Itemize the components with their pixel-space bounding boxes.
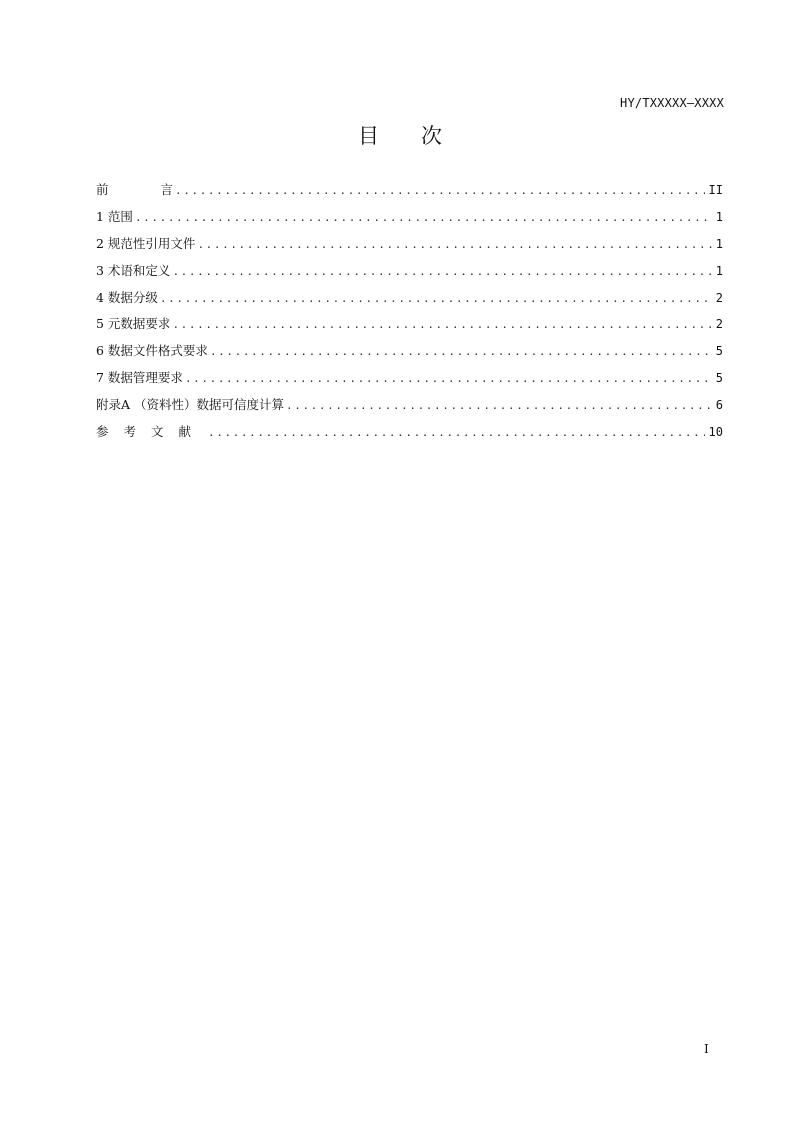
toc-entry-scope[interactable] [96, 207, 723, 234]
toc-page-number: 10 [708, 425, 723, 440]
toc-entry-label [96, 180, 173, 200]
toc-entry-normative-references[interactable] [96, 234, 723, 261]
toc-page-number: 1 [715, 263, 723, 278]
document-code: HY/TXXXXX—XXXX [620, 96, 724, 110]
toc-page-number: 2 [715, 290, 723, 305]
toc-entry-label: 5 元数据要求 [96, 316, 171, 332]
table-of-contents [96, 180, 723, 449]
dot-leader [175, 181, 705, 201]
dot-leader [185, 369, 712, 389]
toc-page-number: 5 [715, 344, 723, 359]
page-title [0, 122, 800, 150]
toc-page-number: II [708, 183, 723, 197]
toc-entry-label: 6 数据文件格式要求 [96, 343, 208, 359]
toc-page-number: 1 [715, 236, 723, 251]
page-title-char-1: 目 [358, 124, 379, 148]
dot-leader [208, 423, 705, 443]
toc-label-part-2: 言 [160, 182, 174, 197]
toc-page-number: 1 [715, 209, 723, 224]
toc-entry-label: 参考文献 [96, 424, 207, 440]
dot-leader [286, 396, 712, 416]
toc-label-part-1: 前 [96, 182, 109, 197]
toc-entry-label: 7 数据管理要求 [96, 370, 183, 386]
toc-entry-data-management-requirements[interactable] [96, 368, 723, 395]
page-number: I [704, 1042, 709, 1056]
toc-page-number: 2 [715, 317, 723, 332]
dot-leader [210, 342, 712, 362]
page-title-char-2: 次 [421, 124, 442, 148]
toc-entry-label: 3 术语和定义 [96, 262, 171, 278]
toc-entry-foreword[interactable] [96, 180, 723, 207]
toc-entry-label: 2 规范性引用文件 [96, 235, 196, 251]
toc-entry-metadata-requirements[interactable] [96, 314, 723, 341]
toc-page-number: 6 [715, 398, 723, 413]
toc-entry-appendix-a[interactable] [96, 395, 723, 422]
toc-page-number: 5 [715, 371, 723, 386]
dot-leader [197, 235, 711, 255]
toc-entry-terms-definitions[interactable] [96, 261, 723, 288]
dot-leader [160, 289, 712, 309]
dot-leader [135, 208, 712, 228]
dot-leader [172, 262, 711, 282]
toc-entry-data-grading[interactable] [96, 288, 723, 315]
toc-entry-file-format-requirements[interactable] [96, 341, 723, 368]
toc-entry-bibliography[interactable] [96, 422, 723, 449]
toc-entry-label: 4 数据分级 [96, 289, 158, 305]
toc-entry-label: 附录A （资料性）数据可信度计算 [96, 397, 285, 413]
dot-leader [172, 315, 711, 335]
toc-entry-label: 1 范围 [96, 208, 133, 224]
